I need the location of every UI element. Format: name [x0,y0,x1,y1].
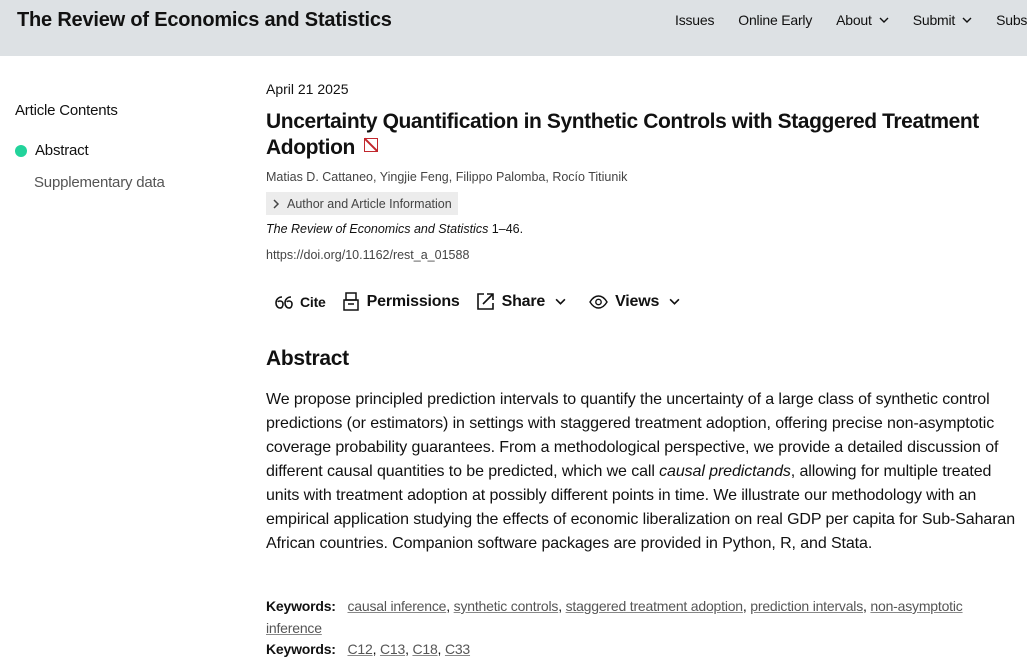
doi-link[interactable]: https://doi.org/10.1162/rest_a_01588 [266,248,470,262]
share-icon [476,292,495,311]
author-list: Matias D. Cattaneo, Yingjie Feng, Filippo Palomba, Rocío Titiunik [266,170,628,184]
keyword-link[interactable]: synthetic controls [453,598,559,614]
abstract-heading: Abstract [266,347,349,370]
jel-code-link[interactable]: C18 [412,641,438,657]
jel-code-link[interactable]: C13 [379,641,406,657]
keywords-label: Keywords: [266,598,336,614]
permissions-button[interactable] [342,292,460,311]
abstract-text-part: We propose principled prediction intervals to quantify the uncertainty of a large class of synthetic control predictions (or estimators) in settings with staggered treatment adoption, offering precise non-asymptotic coverage probability guarantees. From a methodological perspective, we provide a detailed discussion of different causal quantities to be predicted, which we call [266,391,999,480]
keyword-link[interactable]: staggered treatment adoption [565,598,743,614]
quote-icon [274,294,293,310]
sidebar-item-supplementary-data[interactable]: Supplementary data [34,174,165,191]
share-button[interactable] [476,292,573,311]
nav-online-early[interactable]: Online Early [738,12,813,28]
nav-submit[interactable]: Submit [913,12,972,28]
chevron-down-icon [879,15,889,25]
keyword-link[interactable]: causal inference [347,598,447,614]
chevron-down-icon [962,15,972,25]
jel-code-link[interactable]: C12 [347,641,373,657]
author-link[interactable]: Rocío Titiunik [552,170,628,184]
permissions-label: Permissions [366,292,460,310]
nav-subscribe[interactable]: Subs [996,12,1027,28]
article-toolbar [274,292,703,311]
closed-access-icon [364,138,378,152]
views-button[interactable] [589,293,687,311]
citation-pages: 1–46. [488,222,524,236]
site-header [0,0,1027,56]
author-link[interactable]: Yingjie Feng [379,170,449,184]
citation-journal: The Review of Economics and Statistics [266,222,489,236]
sidebar-item-label: Abstract [35,142,89,159]
nav-about[interactable]: About [836,12,889,28]
chevron-down-icon [669,296,680,307]
nav-issues[interactable]: Issues [675,12,715,28]
article-title [266,109,986,161]
author-link[interactable]: Matias D. Cattaneo [266,170,373,184]
chevron-down-icon [555,296,566,307]
share-label: Share [501,292,546,310]
keywords-row: Keywords: causal inference, synthetic controls, staggered treatment adoption, prediction intervals, non-asymptotic inference [266,598,963,636]
chevron-right-icon [272,199,280,209]
jel-codes-label: Keywords: [266,641,336,657]
publication-date: April 21 2025 [266,81,349,97]
views-label: Views [615,292,660,310]
abstract-italic-term: causal predictands [659,463,791,480]
top-navigation [675,12,1027,28]
keyword-link[interactable]: prediction intervals [750,598,864,614]
author-link[interactable]: Filippo Palomba [455,170,546,184]
keyword-link[interactable]: non-asymptotic inference [266,598,963,636]
author-info-toggle[interactable] [266,192,458,215]
abstract-body [266,388,1026,556]
cite-button[interactable] [274,294,326,310]
jel-codes-row: Keywords: C12, C13, C18, C33 [266,641,471,657]
citation-line [266,222,523,236]
sidebar-item-abstract[interactable] [15,142,88,159]
active-indicator-dot [15,145,27,157]
eye-icon [589,295,608,309]
author-info-label: Author and Article Information [287,196,452,211]
abstract-text-part: , allowing for multiple treated units with treatment adoption at possibly different points in time. We illustrate our methodology with an empirical application studying the effects of economic liberalization on real GDP per capita for Sub-Saharan African countries. Companion software packages are provided in Python, R, and Stata. [266,463,1016,552]
permissions-icon [342,292,360,311]
article-title-text: Uncertainty Quantification in Synthetic Controls with Staggered Treatment Adoption [266,110,979,159]
jel-code-link[interactable]: C33 [444,641,471,657]
journal-title[interactable]: The Review of Economics and Statistics [17,9,392,31]
cite-label: Cite [300,293,326,310]
article-contents-heading: Article Contents [15,102,118,119]
